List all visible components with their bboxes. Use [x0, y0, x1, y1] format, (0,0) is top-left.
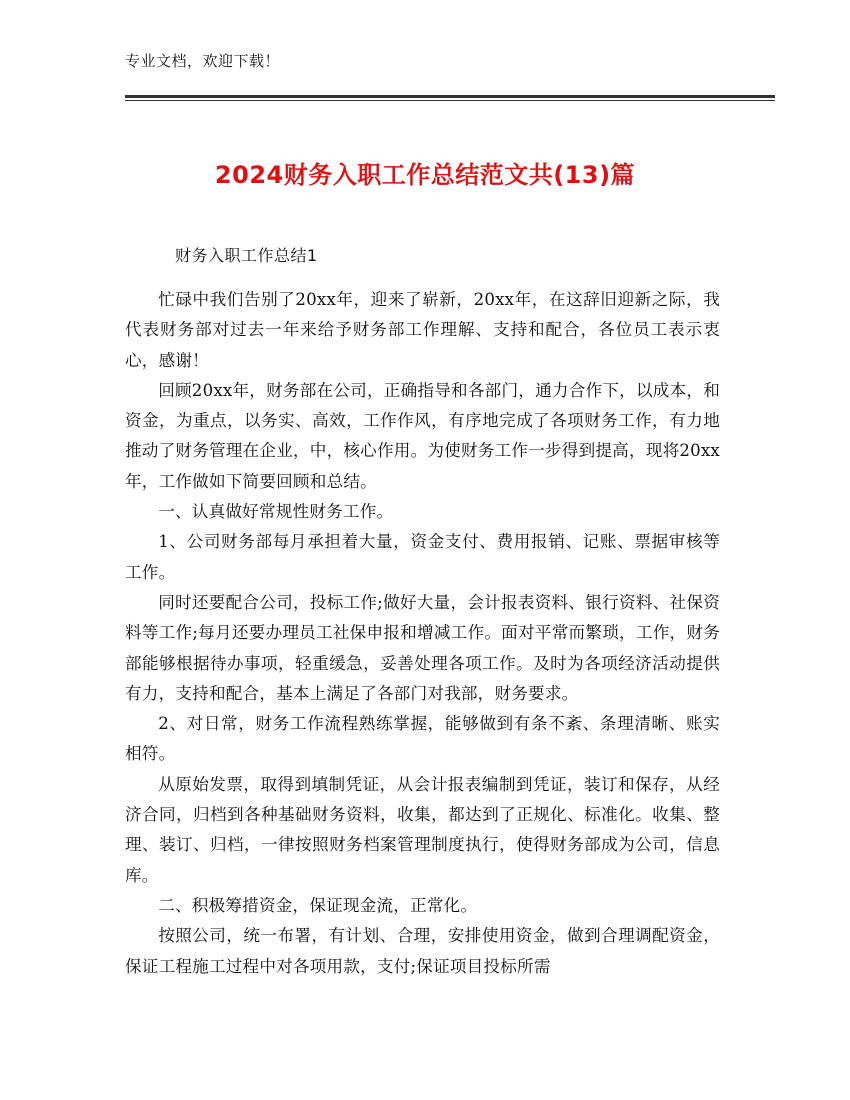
paragraph: 按照公司，统一布署，有计划、合理，安排使用资金，做到合理调配资金，保证工程施工过程中对各项用款，支付;保证项目投标所需 [125, 926, 720, 976]
paragraph: 同时还要配合公司，投标工作;做好大量，会计报表资料、银行资料、社保资料等工作;每月还要办理员工社保申报和增减工作。面对平常而繁琐，工作，财务部能够根据待办事项，轻重缓急，妥善处理各项工作。及时为各项经济活动提供有力，支持和配合，基本上满足了各部门对我部，财务要求。 [125, 592, 720, 703]
paragraph: 二、积极筹措资金，保证现金流，正常化。 [158, 895, 478, 915]
paragraph: 回顾20xx年，财务部在公司，正确指导和各部门，通力合作下，以成本，和资金，为重点，以务实、高效，工作作风，有序地完成了各项财务工作，有力地推动了财务管理在企业，中，核心作用。为使财务工作一步得到提高，现将20xx年，工作做如下简要回顾和总结。 [125, 380, 720, 491]
header-divider [125, 95, 775, 98]
section-heading: 财务入职工作总结1 [175, 246, 318, 265]
paragraph: 忙碌中我们告别了20xx年，迎来了崭新，20xx年，在这辞旧迎新之际，我代表财务部对过去一年来给予财务部工作理解、支持和配合，各位员工表示衷心，感谢！ [125, 290, 720, 370]
paragraph: 2、对日常，财务工作流程熟练掌握，能够做到有条不紊、条理清晰、账实相符。 [125, 714, 720, 764]
paragraph: 从原始发票，取得到填制凭证，从会计报表编制到凭证，装订和保存，从经济合同，归档到各种基础财务资料，收集，都达到了正规化、标准化。收集、整理、装订、归档，一律按照财务档案管理制度执行，使得财务部成为公司，信息库。 [125, 774, 720, 885]
document-title: 2024财务入职工作总结范文共(13)篇 [214, 161, 636, 189]
page-header-text: 专业文档，欢迎下载！ [125, 52, 281, 70]
paragraph: 1、公司财务部每月承担着大量，资金支付、费用报销、记账、票据审核等工作。 [125, 532, 720, 582]
header-divider-thin [125, 100, 775, 101]
document-body [125, 285, 720, 982]
paragraph: 一、认真做好常规性财务工作。 [158, 502, 394, 522]
